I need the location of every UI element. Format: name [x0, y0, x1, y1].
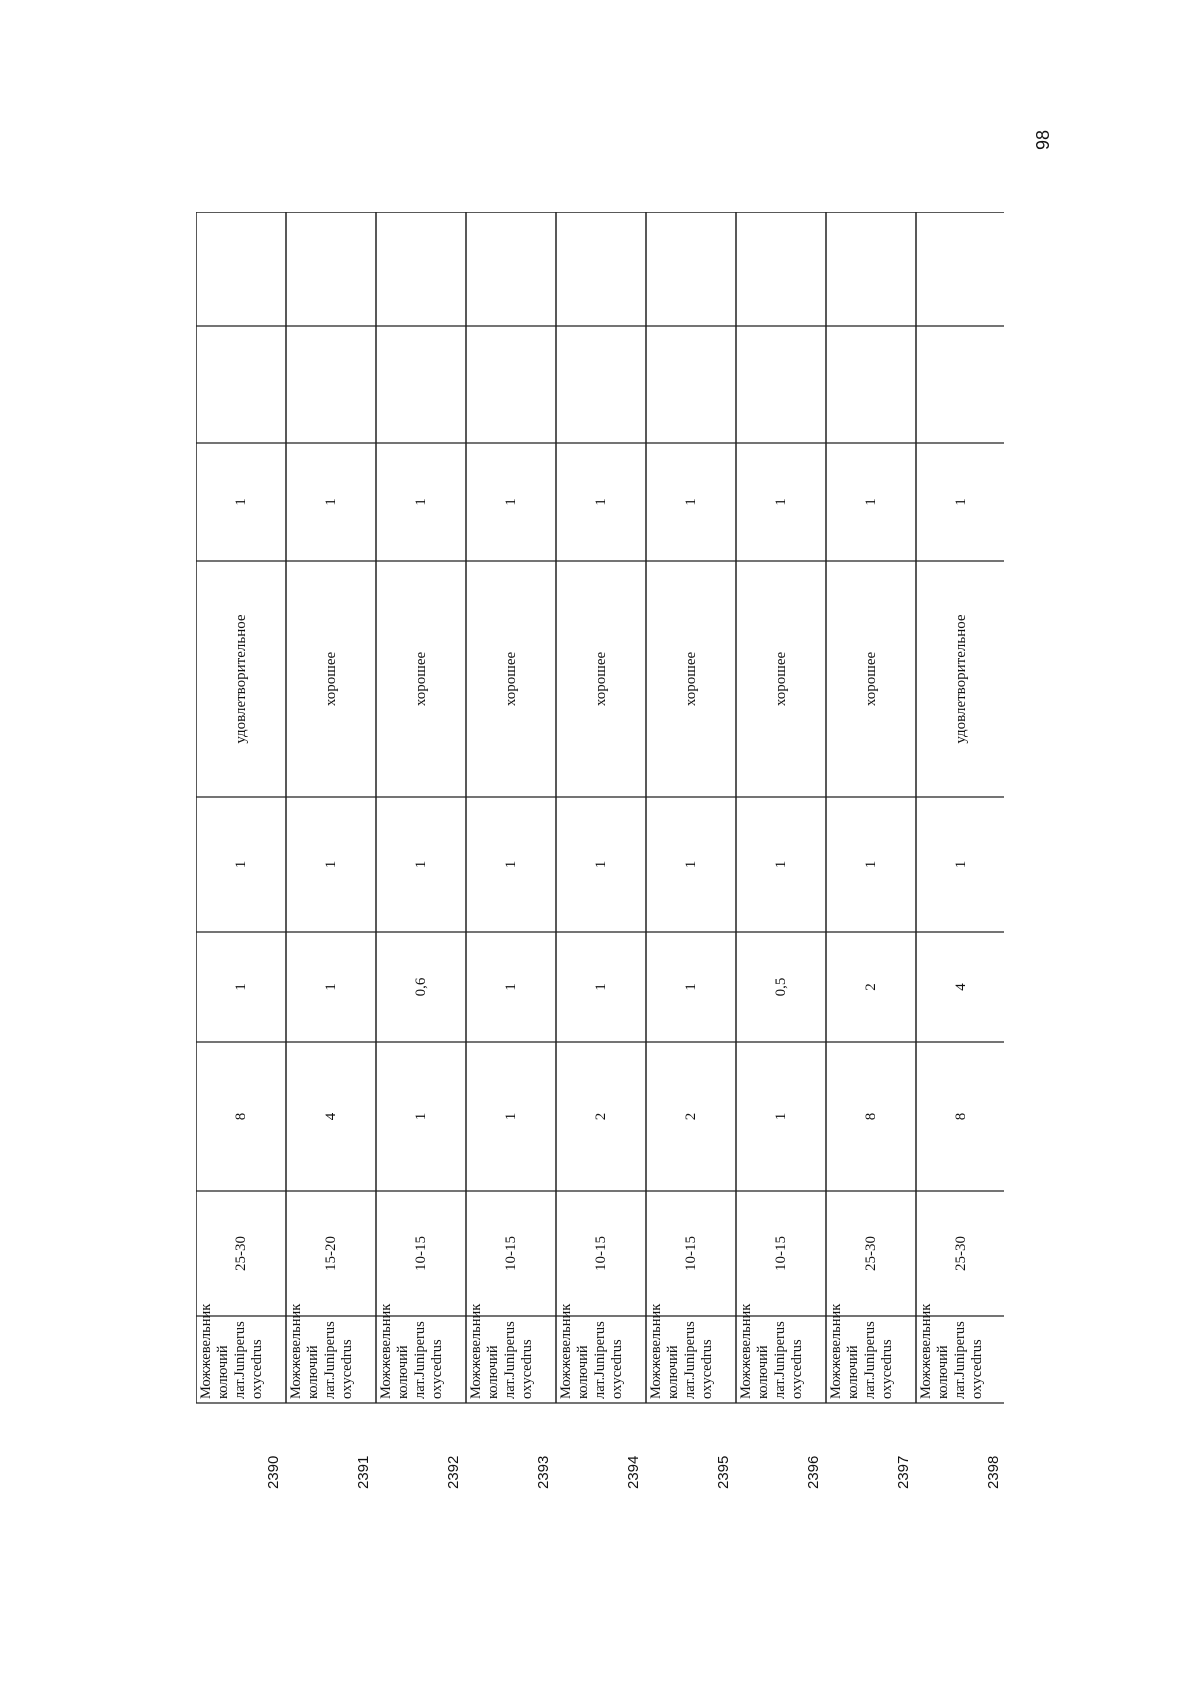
row-number-cell: 2394	[625, 1455, 642, 1489]
table-cell-c2: 2	[682, 1112, 699, 1121]
table-cell-c7	[826, 326, 916, 443]
table-cell-c3: 1	[322, 983, 339, 991]
table-row	[376, 212, 466, 1497]
species-name-cell	[196, 1303, 286, 1403]
table-cell-c3: 0,6	[412, 977, 429, 997]
table-cell-c3: 0,5	[772, 977, 789, 997]
table-cell-c4: 1	[322, 860, 339, 869]
table-cell-c3: 1	[592, 983, 609, 991]
table-row	[916, 212, 1006, 1497]
table-cell-c4: 1	[412, 860, 429, 869]
table-cell-c6: 1	[952, 498, 969, 506]
species-name-cell	[466, 1303, 556, 1403]
table-cell-c4: 1	[862, 860, 879, 869]
table-cell-c4: 1	[502, 860, 519, 869]
table-cell-c3: 1	[502, 983, 519, 991]
table-row	[286, 212, 376, 1497]
species-name-line: oxycedrus	[519, 1339, 535, 1399]
table-cell-c4: 1	[772, 860, 789, 869]
species-name-line: oxycedrus	[789, 1339, 805, 1399]
table-cell-c6: 1	[682, 498, 699, 506]
table-cell-c3: 1	[682, 983, 699, 991]
species-name-line: лат.Juniperus	[322, 1321, 338, 1399]
species-name-cell	[736, 1303, 826, 1403]
row-number-cell: 2396	[805, 1455, 822, 1489]
species-name-line: колючий	[395, 1345, 411, 1399]
row-number-cell: 2393	[535, 1455, 552, 1489]
table-cell-c8	[556, 212, 646, 326]
table-cell-c5: хорошее	[502, 651, 519, 707]
species-name-line: колючий	[935, 1345, 951, 1399]
table-cell-c6: 1	[592, 498, 609, 506]
table-cell-c1: 25-30	[232, 1236, 249, 1271]
table-cell-c6: 1	[322, 498, 339, 506]
species-name-line: Можжевельник	[648, 1303, 664, 1399]
table-cell-c1: 10-15	[502, 1236, 519, 1271]
species-name-line: oxycedrus	[609, 1339, 625, 1399]
species-name-cell	[916, 1303, 1006, 1403]
table-cell-c2: 1	[502, 1112, 519, 1121]
species-name-line: колючий	[845, 1345, 861, 1399]
species-name-line: oxycedrus	[699, 1339, 715, 1399]
species-name-line: лат.Juniperus	[592, 1321, 608, 1399]
table-cell-c2: 1	[412, 1112, 429, 1121]
species-name-line: Можжевельник	[288, 1303, 304, 1399]
table-cell-c2: 1	[772, 1112, 789, 1121]
table-cell-c5: удовлетворительное	[232, 614, 249, 744]
table-cell-c1: 25-30	[862, 1236, 879, 1271]
table-cell-c2: 8	[952, 1112, 969, 1121]
species-name-line: лат.Juniperus	[502, 1321, 518, 1399]
species-name-line: лат.Juniperus	[412, 1321, 428, 1399]
table-row	[466, 212, 556, 1497]
row-number-cell: 2392	[445, 1455, 462, 1489]
species-name-line: лат.Juniperus	[862, 1321, 878, 1399]
table-cell-c5: хорошее	[592, 651, 609, 707]
table-cell-c2: 2	[592, 1112, 609, 1121]
species-name-line: колючий	[305, 1345, 321, 1399]
table-cell-c8	[376, 212, 466, 326]
table-row	[556, 212, 646, 1497]
table-cell-c8	[916, 212, 1006, 326]
table-row	[646, 212, 736, 1497]
table-cell-c1: 10-15	[592, 1236, 609, 1271]
table-cell-c5: удовлетворительное	[952, 614, 969, 744]
table-row	[736, 212, 826, 1497]
row-number-cell: 2395	[715, 1455, 732, 1489]
species-name-line: колючий	[665, 1345, 681, 1399]
row-number-cell: 2390	[265, 1455, 282, 1489]
table-cell-c1: 10-15	[772, 1236, 789, 1271]
table-cell-c4: 1	[682, 860, 699, 869]
table-cell-c4: 1	[952, 860, 969, 869]
species-name-line: лат.Juniperus	[772, 1321, 788, 1399]
species-name-cell	[826, 1303, 916, 1403]
table-cell-c7	[196, 326, 286, 443]
row-number-cell: 2398	[985, 1455, 1002, 1489]
table-row	[826, 212, 916, 1497]
species-name-line: лат.Juniperus	[232, 1321, 248, 1399]
species-name-line: колючий	[575, 1345, 591, 1399]
table-cell-c5: хорошее	[682, 651, 699, 707]
species-name-line: Можжевельник	[198, 1303, 214, 1399]
species-name-line: oxycedrus	[429, 1339, 445, 1399]
table-cell-c2: 8	[862, 1112, 879, 1121]
table-cell-c3: 1	[232, 983, 249, 991]
species-name-line: колючий	[215, 1345, 231, 1399]
table-cell-c5: хорошее	[772, 651, 789, 707]
species-name-cell	[646, 1303, 736, 1403]
table-cell-c8	[196, 212, 286, 326]
table-cell-c6: 1	[412, 498, 429, 506]
species-name-line: oxycedrus	[969, 1339, 985, 1399]
species-name-line: Можжевельник	[918, 1303, 934, 1399]
rotated-table	[196, 212, 1004, 1497]
page-number: 98	[1033, 129, 1053, 150]
table-cell-c6: 1	[502, 498, 519, 506]
species-name-cell	[286, 1303, 376, 1403]
table-cell-c5: хорошее	[862, 651, 879, 707]
table-cell-c4: 1	[592, 860, 609, 869]
table-cell-c8	[826, 212, 916, 326]
table-row	[196, 212, 286, 1497]
species-name-line: oxycedrus	[339, 1339, 355, 1399]
table-cell-c7	[646, 326, 736, 443]
table-cell-c8	[286, 212, 376, 326]
species-name-line: Можжевельник	[558, 1303, 574, 1399]
species-name-line: oxycedrus	[879, 1339, 895, 1399]
species-name-line: oxycedrus	[249, 1339, 265, 1399]
table-cell-c8	[736, 212, 826, 326]
species-name-line: лат.Juniperus	[682, 1321, 698, 1399]
table-cell-c8	[466, 212, 556, 326]
species-name-cell	[376, 1303, 466, 1403]
table-cell-c5: хорошее	[412, 651, 429, 707]
table-cell-c4: 1	[232, 860, 249, 869]
table-cell-c7	[286, 326, 376, 443]
species-name-line: Можжевельник	[738, 1303, 754, 1399]
species-name-line: колючий	[755, 1345, 771, 1399]
table-cell-c7	[376, 326, 466, 443]
species-name-line: колючий	[485, 1345, 501, 1399]
table-cell-c6: 1	[232, 498, 249, 506]
species-name-line: лат.Juniperus	[952, 1321, 968, 1399]
table-cell-c3: 4	[952, 983, 969, 991]
species-name-line: Можжевельник	[468, 1303, 484, 1399]
row-number-cell: 2391	[355, 1455, 372, 1489]
species-name-line: Можжевельник	[378, 1303, 394, 1399]
table-cell-c5: хорошее	[322, 651, 339, 707]
species-name-cell	[556, 1303, 646, 1403]
table-cell-c8	[646, 212, 736, 326]
table-cell-c1: 10-15	[412, 1236, 429, 1271]
table-cell-c7	[916, 326, 1006, 443]
table-cell-c1: 15-20	[322, 1236, 339, 1271]
table-cell-c3: 2	[862, 983, 879, 991]
table-cell-c2: 4	[322, 1112, 339, 1121]
table-cell-c7	[736, 326, 826, 443]
table-body	[196, 212, 1004, 1497]
table-cell-c1: 10-15	[682, 1236, 699, 1271]
table-cell-c7	[466, 326, 556, 443]
table-cell-c2: 8	[232, 1112, 249, 1121]
table-cell-c7	[556, 326, 646, 443]
species-name-line: Можжевельник	[828, 1303, 844, 1399]
row-number-cell: 2397	[895, 1455, 912, 1489]
table-cell-c6: 1	[862, 498, 879, 506]
table-cell-c6: 1	[772, 498, 789, 506]
table-cell-c1: 25-30	[952, 1236, 969, 1271]
